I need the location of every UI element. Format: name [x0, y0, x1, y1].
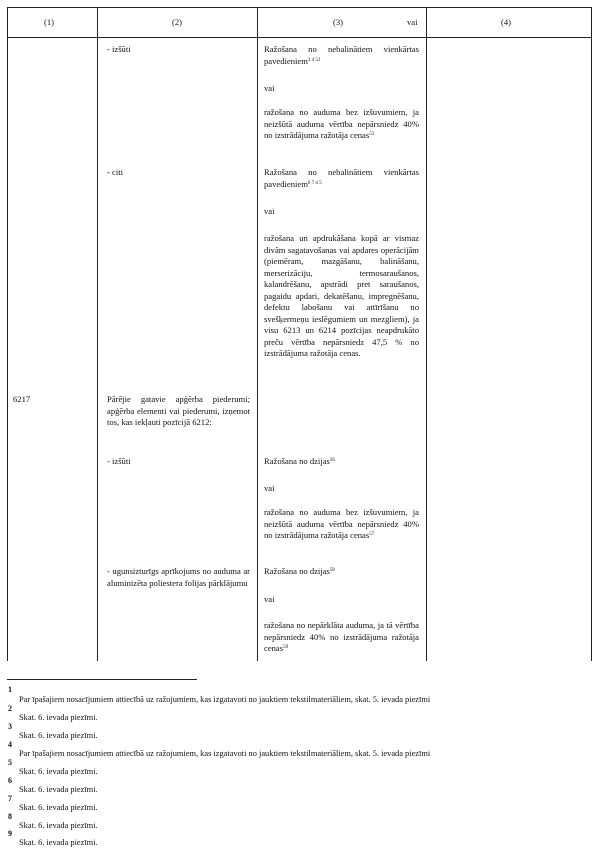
row3-code: 6217	[13, 394, 31, 404]
table-border-right	[591, 7, 592, 661]
row1-vai: vai	[264, 83, 275, 93]
row5-description: - ugunsizturīgs aprīkojums no auduma ar aluminizēta poliestera folijas pārklājumu	[107, 566, 250, 588]
row5-rule-b-text: ražošana no nepārklāta auduma, ja tā vērtība nepārsniedz 40% no izstrādājuma ražotāja cenas	[264, 620, 419, 653]
footnote-6-text: Skat. 6. ievada piezīmi.	[19, 785, 98, 794]
footnote-8-text: Skat. 6. ievada piezīmi.	[19, 821, 98, 830]
table-border-top	[7, 7, 592, 8]
row4-rule-b-text: ražošana no auduma bez izšuvumiem, ja neizšūtā auduma vērtība nepārsniedz 40% no izstrādājuma ražotāja cenas	[264, 507, 419, 540]
row4-rule-a	[264, 456, 335, 468]
footnote-separator	[7, 679, 197, 680]
row4-description: - izšūti	[107, 456, 131, 466]
row2-rule-b	[264, 233, 419, 360]
row5-rule-a-text: Ražošana no dzijas	[264, 566, 330, 576]
row5-vai: vai	[264, 594, 275, 604]
footnote-3-number: 3	[8, 722, 12, 731]
row1-description: - izšūti	[107, 44, 131, 54]
row1-rule-a-text: Ražošana no nebalinātiem vienkārtas pavedieniem	[264, 44, 419, 66]
row2-rule-b-text: ražošana un apdrukāšana kopā ar vismaz divām sagatavošanas vai apdares operācijām (piemēram, mazgāšanu, balināšanu, merserizāciju, termosaraušanos, kalandrēšanu, apstrādi pret saraušanos, pagaidu apdari, dekatēšanu, impregnēšanu, defektu labošanu vai attīrīšanu no svešķermeņu ieslēgumiem un mezgliem), ja visu 6213 un 6214 pozīcijas neapdrukāto preču vērtība nepārsniedz 47,5 % no izstrādājuma ražotāja cenas.	[264, 233, 419, 358]
row4-rule-a-ref: 56	[329, 458, 335, 463]
footnote-2-number: 2	[8, 704, 12, 713]
row1-rule-b-text: ražošana no auduma bez izšuvumiem, ja neizšūtā auduma vērtība nepārsniedz 40% no izstrādājuma ražotāja cenas	[264, 107, 419, 140]
row5-rule-b-ref: 59	[283, 645, 289, 650]
row2-rule-a-ref: 6 7 4 5	[307, 180, 322, 186]
row4-rule-b	[264, 507, 419, 542]
footnote-4-number: 4	[8, 740, 12, 749]
header-col-2: (2)	[172, 17, 183, 27]
footnote-1-number: 1	[8, 685, 12, 694]
row1-rule-b-ref: 53	[369, 132, 375, 137]
footnote-7-number: 7	[8, 794, 12, 803]
footnote-3-text: Skat. 6. ievada piezīmi.	[19, 731, 98, 740]
footnote-5-text: Skat. 6. ievada piezīmi.	[19, 767, 98, 776]
row4-rule-b-ref: 57	[369, 532, 375, 537]
row2-rule-a-text: Ražošana no nebalinātiem vienkārtas pavedieniem	[264, 167, 419, 189]
column-divider-1	[97, 7, 98, 661]
row2-vai: vai	[264, 206, 275, 216]
row5-rule-a	[264, 566, 335, 578]
row5-rule-b	[264, 620, 419, 655]
row3-description: Pārējie gatavie apģērba piederumi; apģērba elementi vai piederumi, izņemot tos, kas iekļauti pozīcijā 6212:	[107, 394, 250, 427]
footnote-4-text: Par īpašajiem nosacījumiem attiecībā uz ražojumiem, kas izgatavoti no jauktiem tekstilmateriāliem, skat. 5. ievada piezīmi	[19, 749, 431, 758]
footnote-2-text: Skat. 6. ievada piezīmi.	[19, 713, 98, 722]
footnote-7-text: Skat. 6. ievada piezīmi.	[19, 803, 98, 812]
footnote-5-number: 5	[8, 758, 12, 767]
row2-rule-a	[264, 167, 419, 190]
footnote-8-number: 8	[8, 812, 12, 821]
row4-vai: vai	[264, 483, 275, 493]
table-border-left	[7, 7, 8, 661]
column-divider-2	[257, 7, 258, 661]
header-col-3: (3)	[333, 17, 344, 27]
footnote-1-text: Par īpašajiem nosacījumiem attiecībā uz ražojumiem, kas izgatavoti no jauktiem tekstilmateriāliem, skat. 5. ievada piezīmi	[19, 695, 431, 704]
header-divider	[7, 37, 592, 38]
row4-rule-a-text: Ražošana no dzijas	[264, 456, 330, 466]
footnote-9-number: 9	[8, 829, 12, 838]
row1-rule-a-ref: 3 4 52	[307, 57, 321, 63]
header-col-4: (4)	[501, 17, 512, 27]
row5-rule-a-ref: 58	[329, 568, 335, 573]
footnote-9-text: Skat. 6. ievada piezīmi.	[19, 838, 98, 847]
header-vai: vai	[407, 17, 418, 27]
header-col-1: (1)	[44, 17, 55, 27]
row2-description: - citi	[107, 167, 123, 177]
row1-rule-b	[264, 107, 419, 142]
footnote-6-number: 6	[8, 776, 12, 785]
row1-rule-a	[264, 44, 419, 67]
column-divider-3	[426, 7, 427, 661]
